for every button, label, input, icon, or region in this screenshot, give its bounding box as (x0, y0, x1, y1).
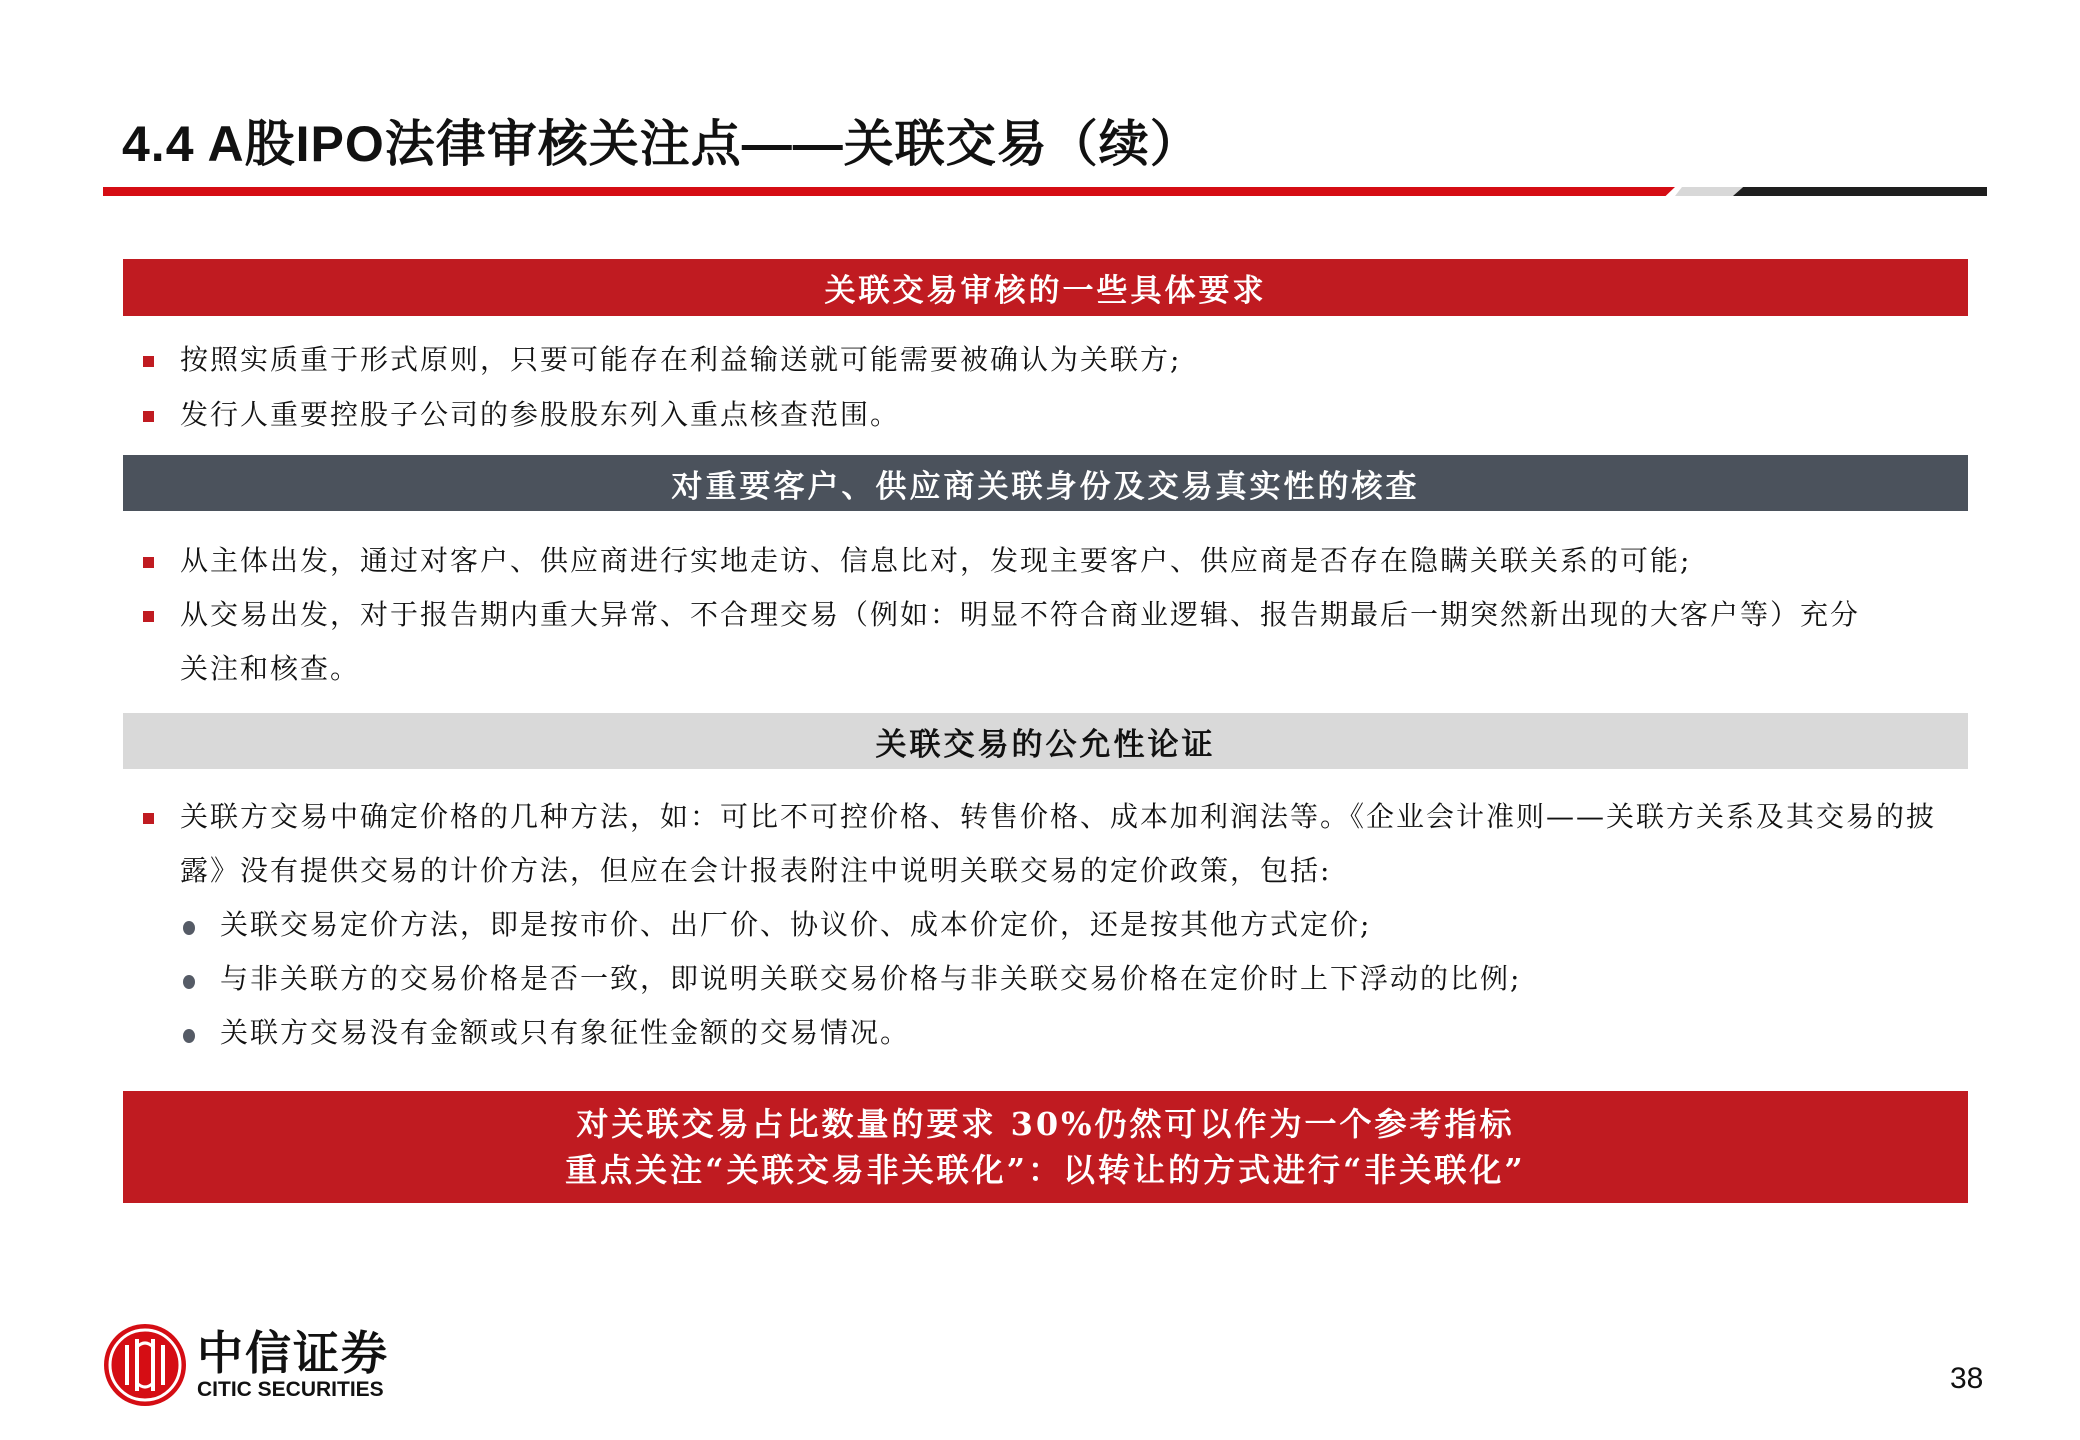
conclusion-box (123, 1091, 1968, 1203)
section-heading-fairness: 关联交易的公允性论证 (123, 713, 1968, 769)
bullet-square-icon (143, 356, 154, 367)
citic-logo (103, 1323, 389, 1407)
list-item: 按照实质重于形式原则，只要可能存在利益输送就可能需要被确认为关联方; (180, 343, 1182, 376)
bullet-square-icon (143, 813, 154, 824)
list-item: 发行人重要控股子公司的参股股东列入重点核查范围。 (180, 398, 901, 431)
section-heading-requirements: 关联交易审核的一些具体要求 (123, 259, 1968, 316)
sub-list-item: 与非关联方的交易价格是否一致，即说明关联交易价格与非关联交易价格在定价时上下浮动的比例; (220, 962, 1522, 995)
conclusion-line-2: 重点关注“关联交易非关联化”：以转让的方式进行“非关联化” (565, 1151, 1526, 1189)
bullet-square-icon (143, 411, 154, 422)
list-item: 关联方交易中确定价格的几种方法，如：可比不可控价格、转售价格、成本加利润法等。《企业会计准则——关联方关系及其交易的披露》没有提供交易的计价方法，但应在会计报表附注中说明关联交易的定价政策，包括: (180, 800, 1937, 887)
citic-emblem-icon (103, 1323, 187, 1407)
page-number: 38 (1950, 1362, 1984, 1395)
list-item: 从交易出发，对于报告期内重大异常、不合理交易（例如：明显不符合商业逻辑、报告期最后一期突然新出现的大客户等）充分关注和核查。 (180, 598, 1861, 685)
sub-list-item: 关联方交易没有金额或只有象征性金额的交易情况。 (220, 1016, 911, 1049)
bullet-square-icon (143, 557, 154, 568)
title-divider (103, 187, 1987, 196)
page-title: 4.4 A股IPO法律审核关注点——关联交易（续） (122, 116, 1201, 172)
section-heading-verification: 对重要客户、供应商关联身份及交易真实性的核查 (123, 455, 1968, 511)
logo-english: CITIC SECURITIES (197, 1378, 384, 1401)
list-item: 从主体出发，通过对客户、供应商进行实地走访、信息比对，发现主要客户、供应商是否存在隐瞒关联关系的可能; (180, 544, 1692, 577)
conclusion-line-1: 对关联交易占比数量的要求 30%仍然可以作为一个参考指标 (576, 1105, 1515, 1143)
bullet-square-icon (143, 611, 154, 622)
sub-list-item: 关联交易定价方法，即是按市价、出厂价、协议价、成本价定价，还是按其他方式定价; (220, 908, 1372, 941)
bullet-dot-icon (183, 921, 195, 935)
logo-chinese: 中信证券 (197, 1326, 389, 1380)
bullet-dot-icon (183, 975, 195, 989)
bullet-dot-icon (183, 1029, 195, 1043)
